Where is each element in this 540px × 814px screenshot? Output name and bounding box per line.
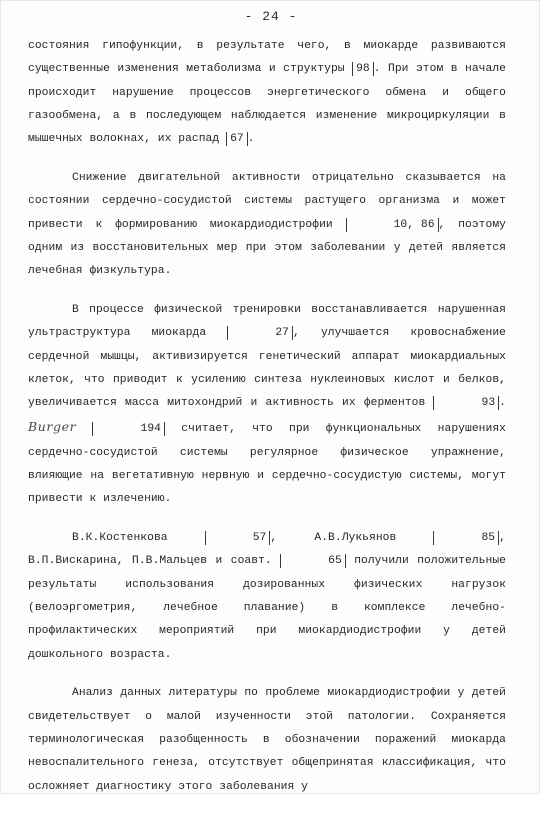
text-run: . bbox=[499, 397, 506, 410]
text-run: Анализ данных литературы по проблеме миокардиодистрофии у детей свидетельствует о малой изученности этой патологии. Сохраняется терминологическая разобщенность в обозначении поражений миокарда невоспалительного генеза, отсутствует общепринятая классификация, что осложняет диагностику этого заболевания у bbox=[28, 687, 506, 793]
citation-ref: 85 bbox=[433, 531, 499, 545]
paragraph bbox=[28, 682, 506, 798]
citation-ref: 27 bbox=[227, 326, 293, 340]
citation-ref: 57 bbox=[205, 531, 271, 545]
citation-ref: 98 bbox=[352, 62, 374, 76]
text-run: , А.В.Лукьянов bbox=[270, 532, 434, 545]
text-run: . bbox=[247, 133, 255, 146]
text-run: Снижение двигательной активности отрицательно сказывается на состоянии сердечно-сосудистой системы растущего организма и может привести к формированию миокардиодистрофии bbox=[28, 171, 506, 231]
text-run: , улучшается кровоснабжение сердечной мышцы, активизируется генетический аппарат миокардиальных клеток, что приводит к усилению синтеза нуклеиновых кислот и белков, увеличивается масса митохондрий и активность их ферментов bbox=[28, 327, 507, 410]
citation-ref: 67 bbox=[226, 132, 248, 146]
paragraph bbox=[28, 167, 506, 283]
paragraph bbox=[28, 527, 506, 667]
text-run: , поэтому одним из восстановительных мер при этом заболевании у детей является лечебная физкультура. bbox=[28, 218, 506, 278]
citation-ref: 10, 86 bbox=[346, 218, 439, 232]
page-body bbox=[28, 35, 506, 814]
page-number: - 24 - bbox=[244, 9, 298, 24]
paragraph bbox=[28, 35, 506, 151]
citation-ref: 65 bbox=[280, 554, 346, 568]
text-run: В процессе физической тренировки восстанавливается нарушенная ультраструктура миокарда bbox=[28, 303, 506, 340]
text-run: состояния гипофункции, в результате чего, в миокарде развиваются существенные изменения метаболизма и структуры bbox=[28, 40, 506, 76]
text-run: , В.П.Вискарина, П.В.Мальцев и соавт. bbox=[28, 532, 506, 568]
citation-ref: 194 bbox=[92, 422, 165, 436]
paragraph bbox=[28, 299, 506, 512]
text-run bbox=[76, 423, 92, 435]
text-run: считает, что при функциональных нарушениях сердечно-сосудистой системы регулярное физическое упражнение, влияющие на вегетативную нервную и сердечно-сосудистую системы, могут привести к излечению. bbox=[28, 423, 506, 506]
citation-ref: 93 bbox=[433, 396, 499, 410]
text-run: получили положительные результаты использования дозированных физических нагрузок (велоэргометрия, лечебное плавание) в комплексе лечебно-профилактических мероприятий при миокардиодистрофии у детей дошкольного возраста. bbox=[28, 555, 506, 661]
handwritten-author-name: Burger bbox=[28, 419, 77, 435]
text-run: В.К.Костенкова bbox=[72, 532, 205, 545]
text-run: . При этом в начале происходит нарушение процессов энергетического обмена и общего газообмена, а в последующем наблюдается изменение микроциркуляции в мышечных волокнах, их распад bbox=[28, 63, 506, 146]
